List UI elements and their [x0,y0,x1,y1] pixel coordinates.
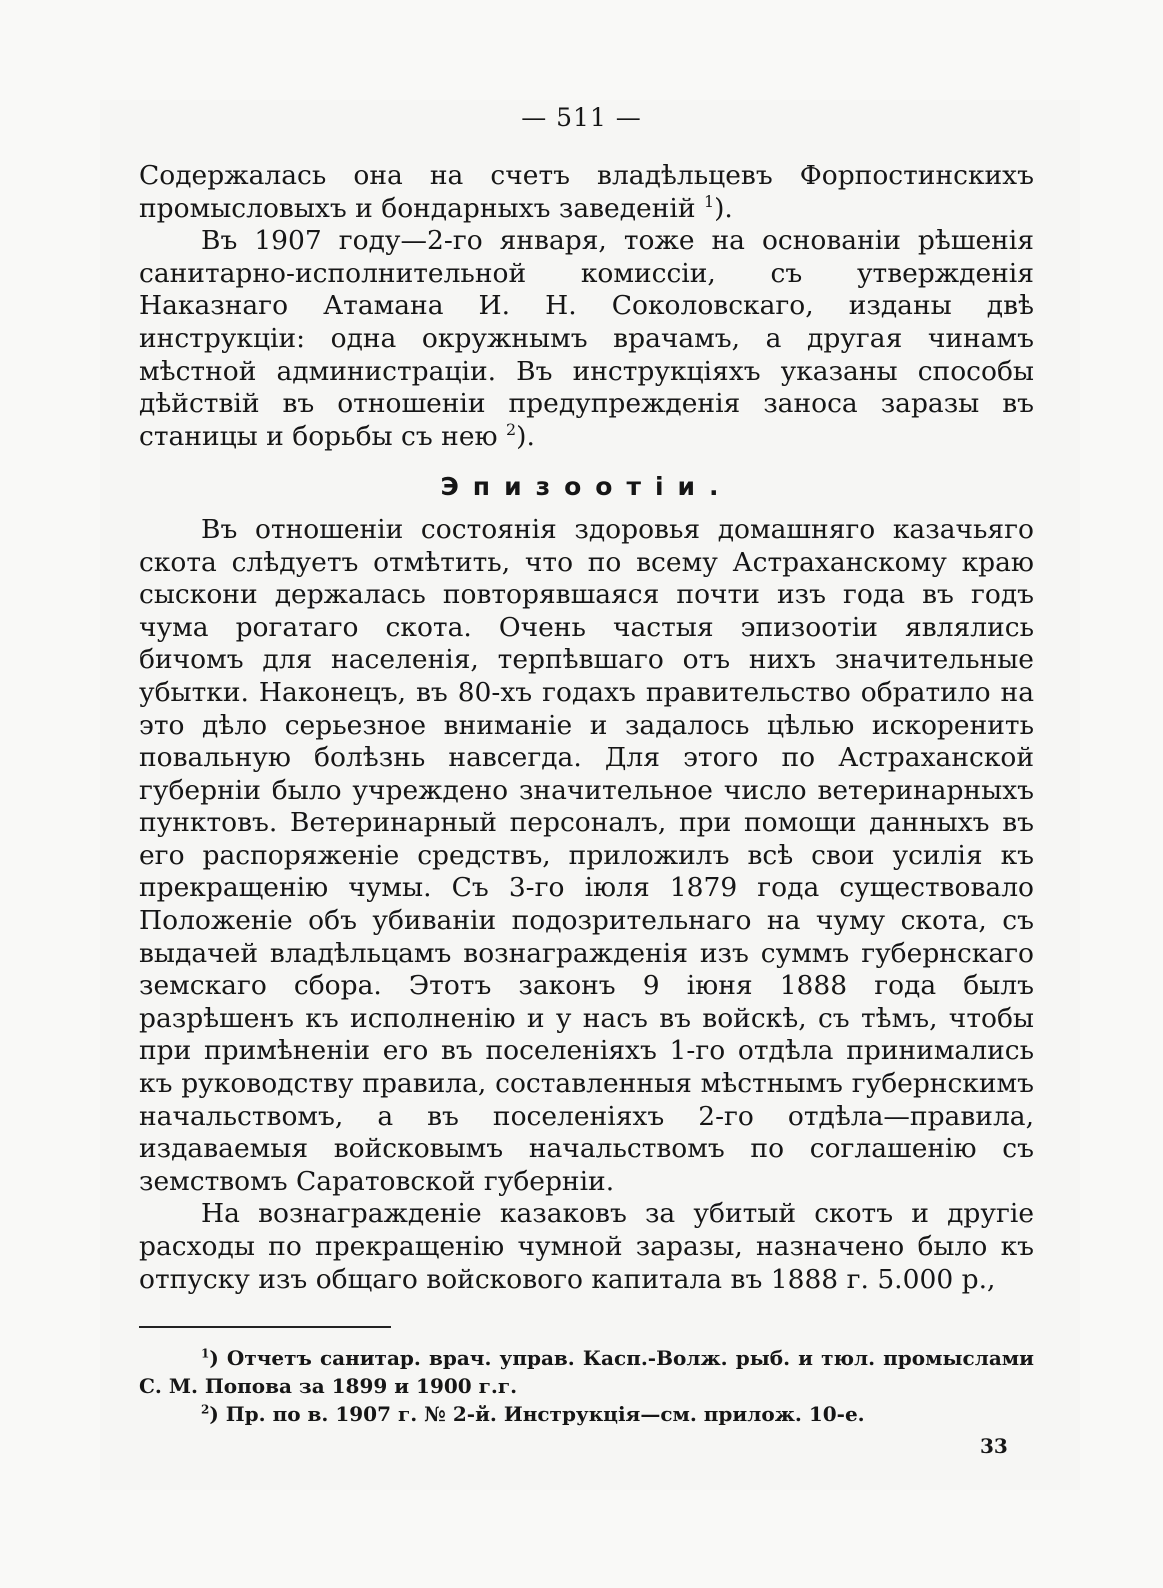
footnote-1 [139,1344,1034,1400]
footnote-1-text: ) Отчетъ санитар. врач. управ. Касп.-Волж. рыб. и тюл. промыслами С. М. Попова за 1899 и 1900 г.г. [139,1346,1034,1398]
footnote-2-mark: 2 [201,1402,210,1417]
page-number: — 511 — [521,103,642,132]
footnote-2-text: ) Пр. по в. 1907 г. № 2-й. Инструкція—см. прилож. 10-е. [209,1402,865,1426]
footnote-1-mark: 1 [201,1346,210,1361]
paragraph-1-end: ). [714,192,733,224]
footnote-2 [139,1400,1034,1428]
footnote-ref-2: 2 [506,419,517,439]
paragraph-1 [139,160,1034,225]
paragraph-4: На вознагражденіе казаковъ за убитый скотъ и другіе расходы по прекращенію чумной заразы, назначено было къ отпуску изъ общаго войскового капитала въ 1888 г. 5.000 р., [139,1198,1034,1295]
paragraph-2-end: ). [516,420,535,452]
paragraph-2 [139,225,1034,453]
footnotes [139,1344,1034,1428]
paragraph-3: Въ отношеніи состоянія здоровья домашняго казачьяго скота слѣдуетъ отмѣтить, что по всему Астраханскому краю сыскони держалась повторявшаяся почти изъ года въ годъ чума рогатаго скота. Очень частыя эпизоотіи являлись бичомъ для населенія, терпѣвшаго отъ нихъ значительные убытки. Наконецъ, въ 80-хъ годахъ правительство обратило на это дѣло серьезное вниманіе и задалось цѣлью искоренить повальную болѣзнь навсегда. Для этого по Астраханской губерніи было учреждено значительное число ветеринарныхъ пунктовъ. Ветеринарный персоналъ, при помощи данныхъ въ его распоряженіе средствъ, приложилъ всѣ свои усилія къ прекращенію чумы. Съ 3-го іюля 1879 года существовало Положеніе объ убиваніи подозрительнаго на чуму скота, съ выдачей владѣльцамъ вознагражденія изъ суммъ губернскаго земскаго сбора. Этотъ законъ 9 іюня 1888 года былъ разрѣшенъ къ исполненію и у насъ въ войскѣ, съ тѣмъ, чтобы при примѣненіи его въ поселеніяхъ 1-го отдѣла принимались къ руководству правила, составленныя мѣстнымъ губернскимъ начальствомъ, а въ поселеніяхъ 2-го отдѣла—правила, издаваемыя войсковымъ начальствомъ по соглашенію съ земствомъ Саратовской губерніи. [139,513,1034,1197]
paragraph-1-text: Содержалась она на счетъ владѣльцевъ Форпостинскихъ промысловыхъ и бондарныхъ заведеній [139,160,1034,224]
body-text [139,160,1034,1296]
signature-number: 33 [980,1434,1008,1458]
paragraph-2-text: Въ 1907 году—2-го января, тоже на основаніи рѣшенія санитарно-исполнительной комиссіи, съ утвержденія Наказнаго Атамана И. Н. Соколовскаго, изданы двѣ инструкціи: одна окружнымъ врачамъ, а другая чинамъ мѣстной администраціи. Въ инструкціяхъ указаны способы дѣйствій въ отношеніи предупрежденія заноса заразы въ станицы и борьбы съ нею [139,225,1034,452]
footnote-ref-1: 1 [703,191,715,211]
section-heading: Эпизоотіи. [440,472,733,502]
footnote-divider [139,1326,391,1328]
